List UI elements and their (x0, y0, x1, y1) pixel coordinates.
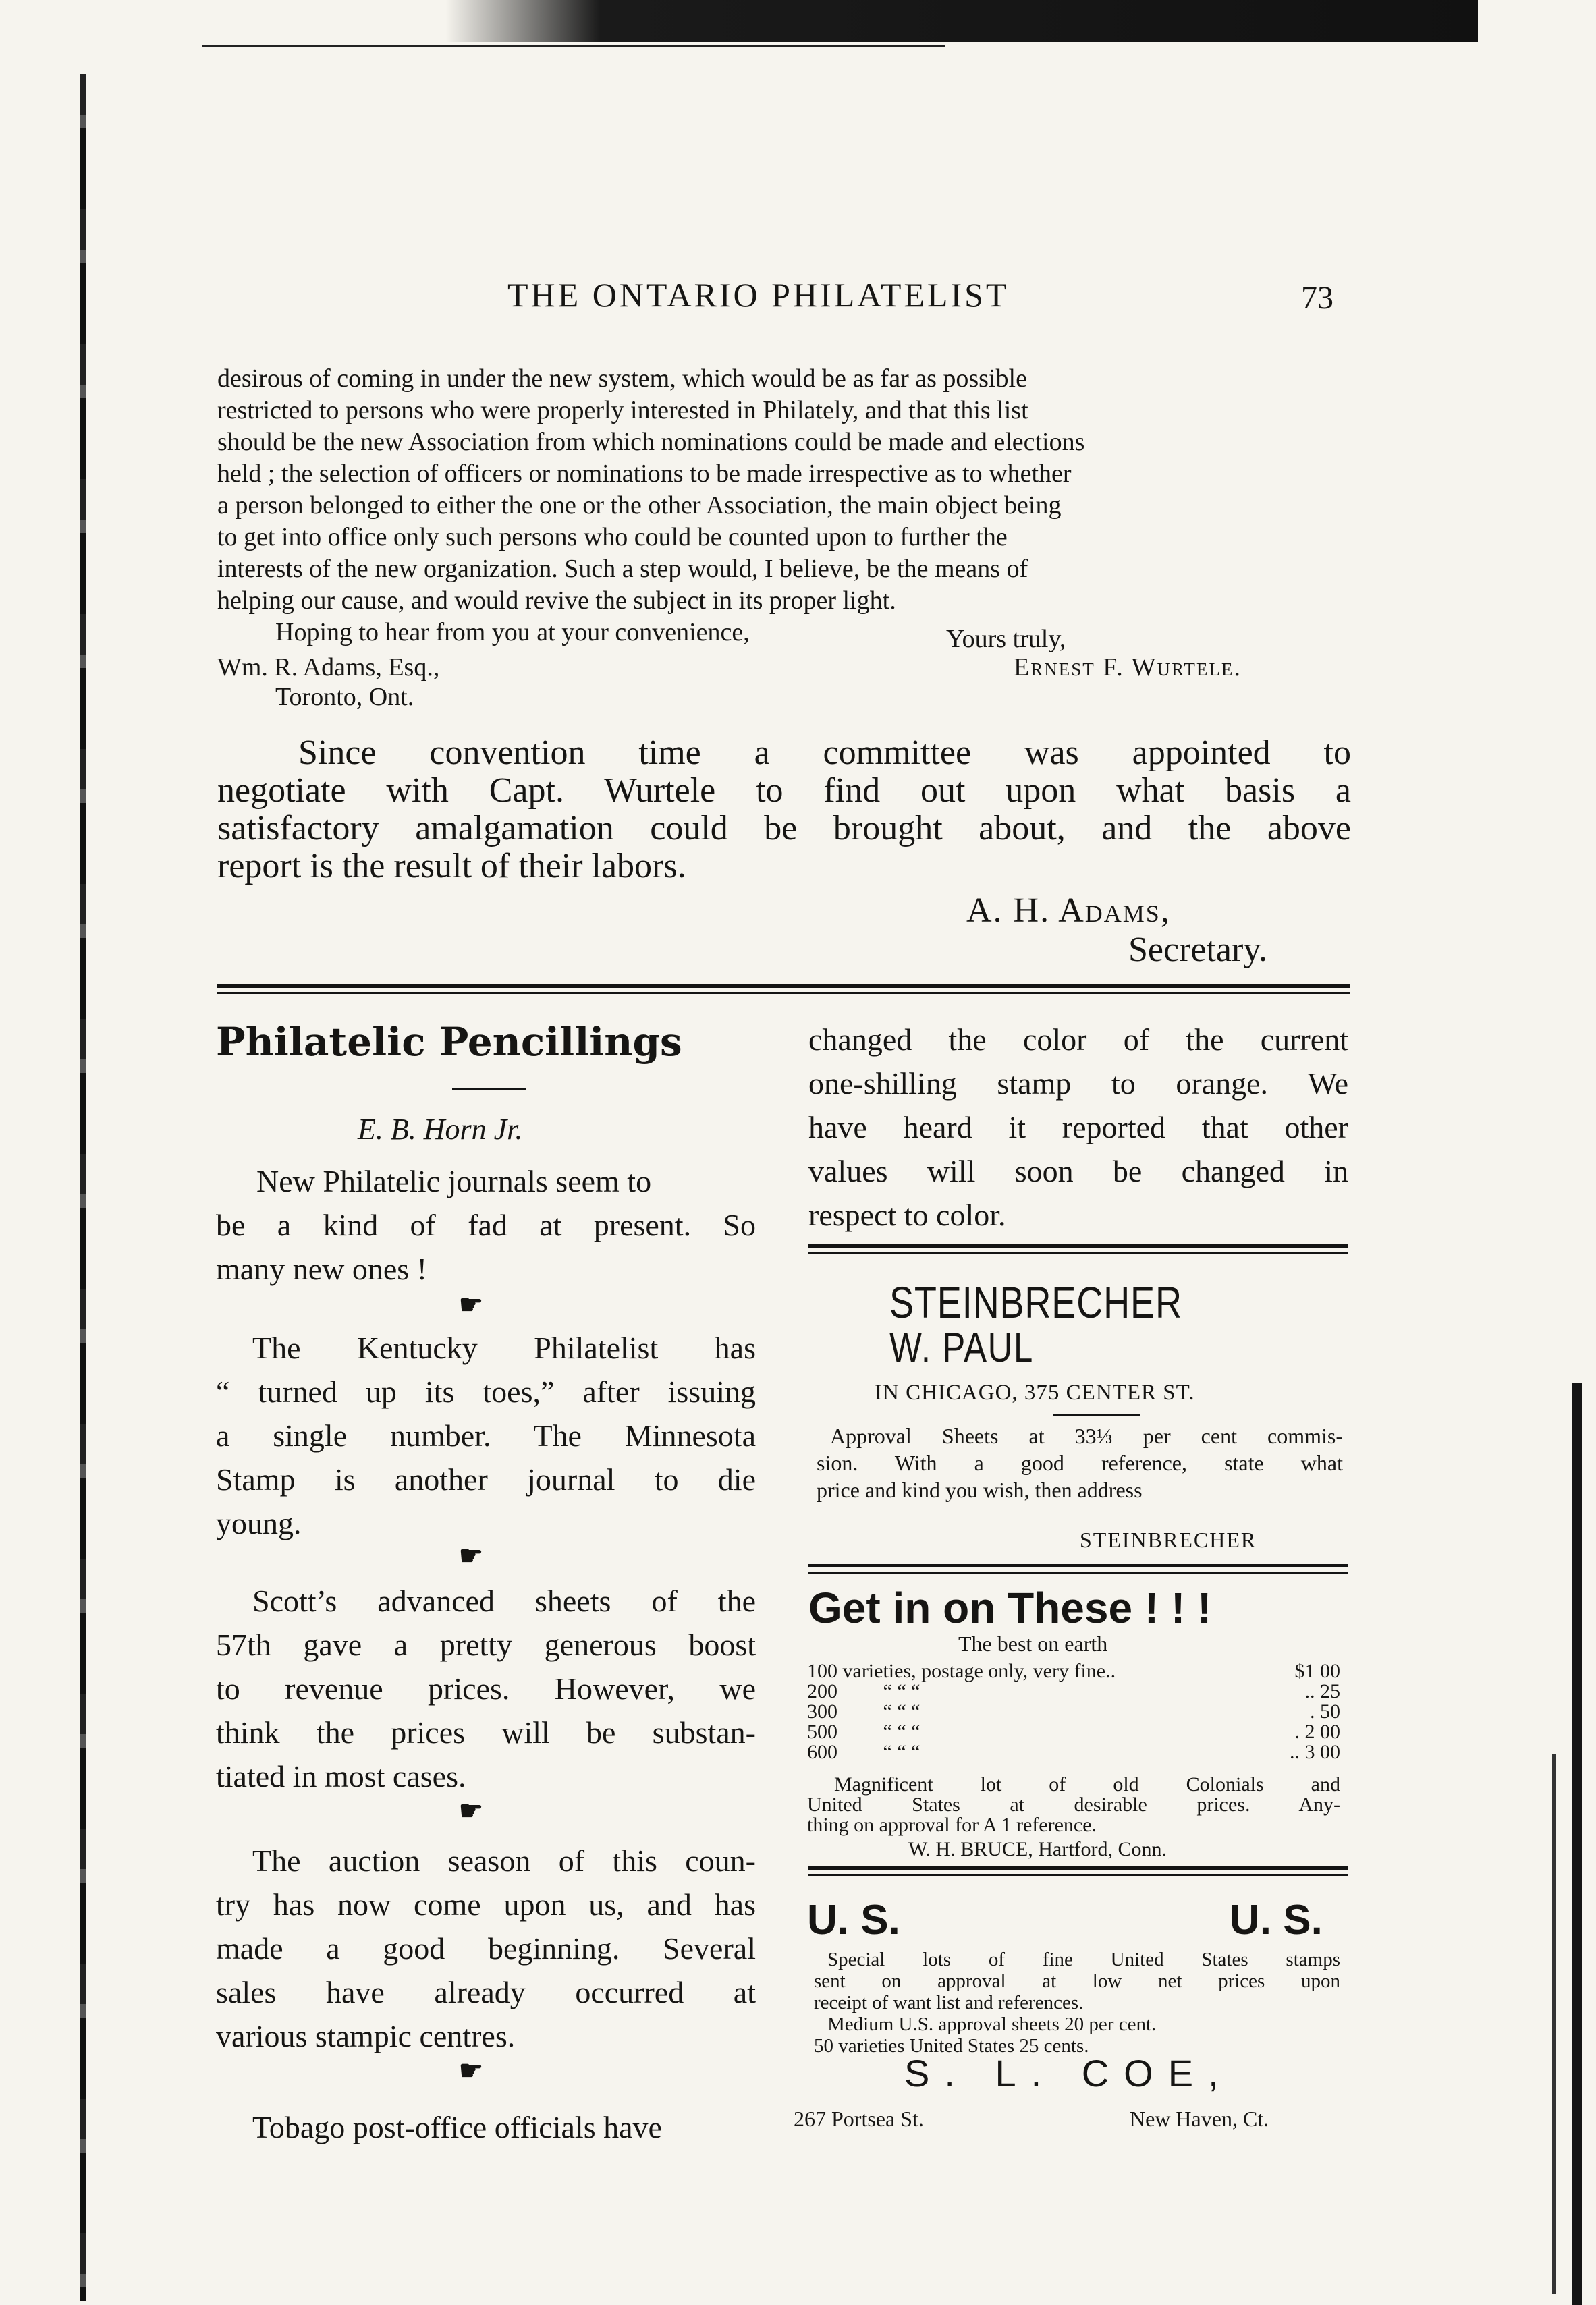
paragraph-1 (216, 1159, 756, 1291)
para-line: a single number. The Minnesota (216, 1418, 756, 1453)
letter-line: should be the new Association from which nominations could be made and elections (217, 428, 1085, 456)
price-desc: varieties, postage only, very fine.. (842, 1660, 1116, 1682)
ad-steinbrecher-body (817, 1422, 1343, 1503)
report-line: Since convention time a committee was appointed to (298, 733, 1351, 772)
ad-line: Approval Sheets at 33⅓ per cent commis- (830, 1424, 1343, 1448)
price-desc: “ “ “ (883, 1741, 920, 1763)
price-row (807, 1742, 1340, 1762)
letter-closing: Hoping to hear from you at your convenience, (275, 618, 750, 646)
ad-coe-name: S. L. COE, (904, 2052, 1234, 2094)
paragraph-3 (216, 1579, 756, 1798)
ad-rule (808, 1866, 1348, 1870)
para-line: one-shilling stamp to orange. We (808, 1066, 1348, 1101)
ad-mini-rule (1053, 1414, 1140, 1416)
para-line: New Philatelic journals seem to (256, 1164, 652, 1198)
scan-edge-line (202, 45, 945, 47)
ad-title-steinbrecher: STEINBRECHER (889, 1277, 1182, 1327)
price-qty: 300 (807, 1700, 837, 1723)
para-line: made a good beginning. Several (216, 1931, 756, 1966)
letter-line: restricted to persons who were properly interested in Philately, and that this list (217, 396, 1028, 424)
letter-body (217, 363, 1084, 617)
report-signer-name: A. H. Adams, (966, 891, 1171, 930)
price-value: $1 00 (1294, 1660, 1340, 1682)
price-desc: “ “ “ (883, 1721, 920, 1743)
ad-location: IN CHICAGO, 375 CENTER ST. (875, 1381, 1195, 1405)
letter-line: a person belonged to either the one or the other Association, the main object being (217, 491, 1062, 520)
section-rule-bottom (217, 992, 1350, 994)
para-line: Scott’s advanced sheets of the (252, 1584, 756, 1618)
para-line: Stamp is another journal to die (216, 1462, 756, 1497)
pointing-hand-icon: ☛ (459, 2055, 483, 2086)
price-value: . 50 (1310, 1700, 1340, 1723)
para-line: “ turned up its toes,” after issuing (216, 1374, 756, 1409)
price-qty: 600 (807, 1741, 837, 1763)
scan-edge-top (445, 0, 1478, 42)
letter-line: desirous of coming in under the new system, which would be as far as possible (217, 364, 1027, 393)
para-line: changed the color of the current (808, 1022, 1348, 1057)
para-line: tiated in most cases. (216, 1759, 466, 1794)
ad-rule (808, 1572, 1348, 1574)
ad-rule (808, 1244, 1348, 1248)
report-signer-title: Secretary. (1128, 931, 1267, 969)
para-line: be a kind of fad at present. So (216, 1208, 756, 1242)
scan-edge-right (1572, 1383, 1582, 2305)
ad-line: sent on approval at low net prices upon (814, 1970, 1340, 1992)
price-value: .. 25 (1304, 1680, 1340, 1702)
report-paragraph (217, 734, 1351, 885)
ad-line: Special lots of fine United States stamps (827, 1949, 1340, 1970)
para-line: The Kentucky Philatelist has (252, 1331, 756, 1365)
ad-title-paul: W. PAUL (889, 1325, 1034, 1371)
para-line: have heard it reported that other (808, 1110, 1348, 1144)
ad-title-get-in: Get in on These ! ! ! (808, 1584, 1212, 1632)
byline: E. B. Horn Jr. (358, 1113, 523, 1146)
para-line: young. (216, 1506, 302, 1540)
letter-line: helping our cause, and would revive the subject in its proper light. (217, 586, 896, 615)
ad-line: thing on approval for A 1 reference. (807, 1814, 1097, 1836)
section-rule-top (217, 984, 1350, 988)
ad-rule (808, 1252, 1348, 1254)
price-list (807, 1661, 1340, 1762)
letter-line: to get into office only such persons who could be counted upon to further the (217, 523, 1008, 551)
letter-line: interests of the new organization. Such a step would, I believe, be the means of (217, 555, 1028, 583)
ad-line: Magnificent lot of old Colonials and (834, 1773, 1340, 1796)
price-qty: 100 (807, 1660, 837, 1682)
letter-signature: Ernest F. Wurtele. (1014, 653, 1242, 682)
right-column-text (808, 1018, 1348, 1237)
ad-coe-street: 267 Portsea St. (794, 2107, 924, 2131)
price-row (807, 1682, 1340, 1702)
para-line: The auction season of this coun- (252, 1843, 756, 1878)
para-line: sales have already occurred at (216, 1975, 756, 2009)
letter-line: held ; the selection of officers or nominations to be made irrespective as to whether (217, 460, 1072, 488)
price-row (807, 1722, 1340, 1742)
ad-title-us-left: U. S. (807, 1897, 900, 1943)
ad-rule (808, 1564, 1348, 1567)
price-value: . 2 00 (1294, 1721, 1340, 1743)
price-row (807, 1702, 1340, 1722)
ad-coe-body (814, 1949, 1340, 2057)
report-line: report is the result of their labors. (217, 847, 686, 885)
price-row (807, 1661, 1340, 1682)
paragraph-2 (216, 1326, 756, 1545)
ad-title-us-right: U. S. (1230, 1897, 1323, 1943)
letter-addressee-city: Toronto, Ont. (275, 683, 414, 711)
price-value: .. 3 00 (1290, 1741, 1340, 1763)
letter-yours-truly: Yours truly, (946, 625, 1066, 653)
pointing-hand-icon: ☛ (459, 1796, 483, 1826)
para-line: Tobago post-office officials have (252, 2110, 662, 2144)
ad-line: receipt of want list and references. (814, 1992, 1084, 2014)
para-line: to revenue prices. However, we (216, 1671, 756, 1706)
scan-edge-left (80, 74, 86, 2301)
ad-line: United States at desirable prices. Any- (807, 1794, 1340, 1816)
ad-subtitle: The best on earth (958, 1632, 1108, 1656)
price-qty: 500 (807, 1721, 837, 1743)
price-desc: “ “ “ (883, 1680, 920, 1702)
para-line: 57th gave a pretty generous boost (216, 1628, 756, 1662)
pointing-hand-icon: ☛ (459, 1540, 483, 1571)
report-line: negotiate with Capt. Wurtele to find out upon what basis a (217, 771, 1351, 810)
ad-bruce-body (807, 1775, 1340, 1835)
para-line: try has now come upon us, and has (216, 1887, 756, 1922)
running-head: THE ONTARIO PHILATELIST (507, 276, 1010, 314)
para-line: many new ones ! (216, 1252, 427, 1286)
pointing-hand-icon: ☛ (459, 1289, 483, 1320)
ad-address-to: STEINBRECHER (1080, 1528, 1257, 1552)
price-qty: 200 (807, 1680, 837, 1702)
ad-line: sion. With a good reference, state what (817, 1451, 1343, 1475)
price-desc: “ “ “ (883, 1700, 920, 1723)
paragraph-5 (216, 2105, 756, 2149)
para-line: respect to color. (808, 1198, 1006, 1232)
ad-line: 50 varieties United States 25 cents. (814, 2035, 1089, 2057)
page-number: 73 (1301, 280, 1333, 316)
scan-edge-right-inner (1552, 1754, 1556, 2294)
ad-line: Medium U.S. approval sheets 20 per cent. (827, 2014, 1157, 2035)
ad-coe-city: New Haven, Ct. (1130, 2107, 1269, 2131)
para-line: values will soon be changed in (808, 1154, 1348, 1188)
ad-line: price and kind you wish, then address (817, 1478, 1143, 1502)
paragraph-4 (216, 1839, 756, 2058)
para-line: various stampic centres. (216, 2019, 516, 2053)
letter-addressee-name: Wm. R. Adams, Esq., (217, 653, 440, 682)
ad-bruce-address: W. H. BRUCE, Hartford, Conn. (908, 1838, 1167, 1860)
para-line: think the prices will be substan- (216, 1715, 756, 1750)
column-heading: Philatelic Pencillings (216, 1019, 682, 1065)
report-line: satisfactory amalgamation could be brought about, and the above (217, 809, 1351, 848)
ad-rule (808, 1874, 1348, 1876)
heading-dash (452, 1088, 526, 1090)
